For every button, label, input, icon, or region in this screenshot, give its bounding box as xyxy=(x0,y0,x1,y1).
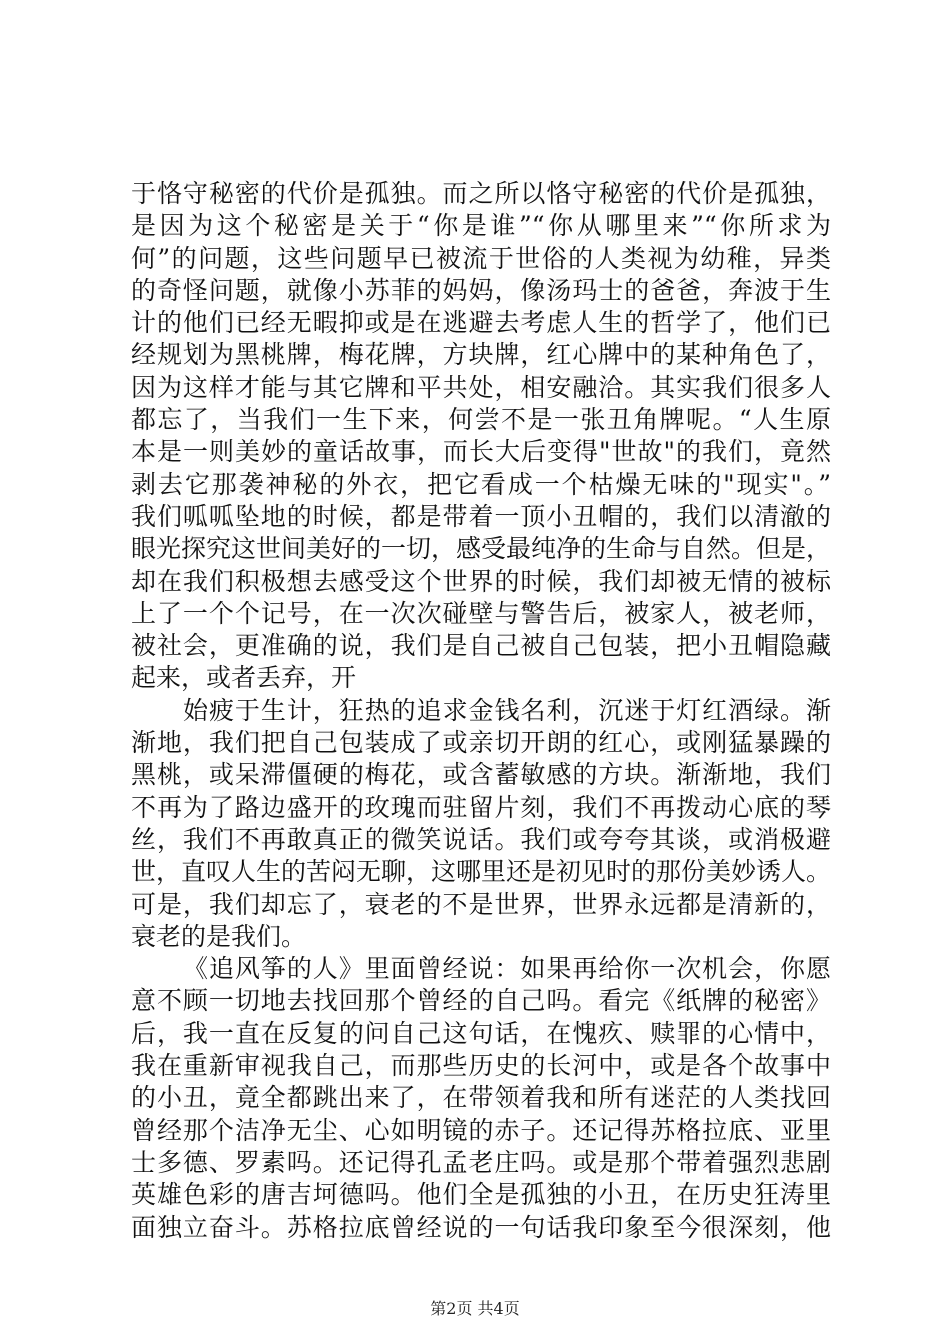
text-line: 《追风筝的人》里面曾经说：如果再给你一次机会，你愿 xyxy=(183,954,831,984)
text-line: 起来，或者丢弃，开 xyxy=(131,663,357,693)
text-line: 我们呱呱坠地的时候，都是带着一顶小丑帽的，我们以清澈的 xyxy=(131,501,831,531)
text-line: 何”的问题，这些问题早已被流于世俗的人类视为幼稚，异类 xyxy=(131,243,831,273)
text-line: 意不顾一切地去找回那个曾经的自己吗。看完《纸牌的秘密》 xyxy=(131,986,831,1016)
text-line: 渐地，我们把自己包装成了或亲切开朗的红心，或刚猛暴躁的 xyxy=(131,728,831,758)
body-text xyxy=(131,178,831,1244)
text-line: 眼光探究这世间美好的一切，感受最纯净的生命与自然。但是， xyxy=(131,534,832,564)
text-line: 丝，我们不再敢真正的微笑说话。我们或夸夸其谈，或消极避 xyxy=(131,824,831,854)
text-line: 曾经那个洁净无尘、心如明镜的赤子。还记得苏格拉底、亚里 xyxy=(131,1115,831,1145)
text-line: 后，我一直在反复的问自己这句话，在愧疚、赎罪的心情中， xyxy=(131,1018,831,1048)
text-line: 我在重新审视我自己，而那些历史的长河中，或是各个故事中 xyxy=(131,1051,831,1081)
text-line: 衰老的是我们。 xyxy=(131,921,307,951)
text-line: 于恪守秘密的代价是孤独。而之所以恪守秘密的代价是孤独， xyxy=(131,179,831,208)
text-line: 士多德、罗素吗。还记得孔孟老庄吗。或是那个带着强烈悲剧 xyxy=(131,1147,831,1177)
text-line: 因为这样才能与其它牌和平共处，相安融洽。其实我们很多人 xyxy=(131,372,831,402)
text-line: 始疲于生计，狂热的追求金钱名利，沉迷于灯红酒绿。渐 xyxy=(183,695,831,725)
page-footer: 第2页 共4页 xyxy=(430,1299,520,1318)
text-line: 英雄色彩的唐吉坷德吗。他们全是孤独的小丑，在历史狂涛里 xyxy=(131,1180,831,1210)
text-line: 是因为这个秘密是关于“你是谁”“你从哪里来”“你所求为 xyxy=(131,211,831,241)
text-line: 不再为了路边盛开的玫瑰而驻留片刻，我们不再拨动心底的琴 xyxy=(131,792,831,822)
text-line: 世，直叹人生的苦闷无聊，这哪里还是初见时的那份美妙诱人。 xyxy=(131,857,832,887)
text-line: 的小丑，竟全都跳出来了，在带领着我和所有迷茫的人类找回 xyxy=(131,1083,831,1113)
text-line: 都忘了，当我们一生下来，何尝不是一张丑角牌呢。“人生原 xyxy=(131,405,831,435)
text-line: 黑桃，或呆滞僵硬的梅花，或含蓄敏感的方块。渐渐地，我们 xyxy=(131,760,831,790)
text-line: 本是一则美妙的童话故事，而长大后变得"世故"的我们，竟然 xyxy=(131,437,831,467)
text-line: 经规划为黑桃牌，梅花牌，方块牌，红心牌中的某种角色了， xyxy=(131,340,831,370)
text-line: 却在我们积极想去感受这个世界的时候，我们却被无情的被标 xyxy=(131,566,831,596)
text-line: 可是，我们却忘了，衰老的不是世界，世界永远都是清新的， xyxy=(131,889,831,919)
text-line: 计的他们已经无暇抑或是在逃避去考虑人生的哲学了，他们已 xyxy=(131,308,831,338)
text-line: 被社会，更准确的说，我们是自己被自己包装，把小丑帽隐藏 xyxy=(131,631,831,661)
text-line: 剥去它那袭神秘的外衣，把它看成一个枯燥无味的"现实"。” xyxy=(131,469,831,499)
text-line: 面独立奋斗。苏格拉底曾经说的一句话我印象至今很深刻，他 xyxy=(131,1212,831,1242)
text-line: 上了一个个记号，在一次次碰壁与警告后，被家人，被老师， xyxy=(131,598,831,628)
text-line: 的奇怪问题，就像小苏菲的妈妈，像汤玛士的爸爸，奔波于生 xyxy=(131,275,831,305)
